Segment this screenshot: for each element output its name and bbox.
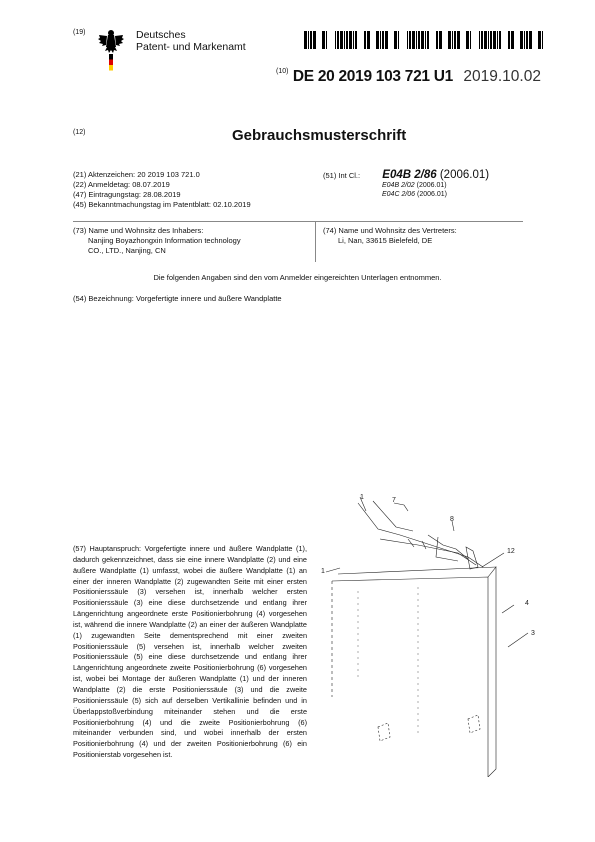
barcode-bar: [470, 31, 471, 49]
ipc-sub-2-version: (2006.01): [417, 191, 448, 198]
barcode-bar: [407, 31, 408, 49]
ipc-sub-2-class: E04C 2/06: [382, 191, 416, 198]
barcode-bar: [454, 31, 456, 49]
representative-value: Li, Nan, 33615 Bielefeld, DE: [338, 236, 433, 245]
owner-block: [73, 226, 241, 256]
code-12: (12): [73, 129, 86, 136]
owner-label: (73) Name und Wohnsitz des Inhabers:: [73, 226, 204, 235]
barcode-bar: [436, 31, 438, 49]
barcode-bar: [479, 31, 480, 49]
barcode-bar: [488, 31, 489, 49]
main-claim-abstract: (57) Hauptanspruch: Vorgefertigte innere und äußere Wandplatte (1), dadurch gekennzeichnet, dass sie eine innere Wandplatte (2) und eine äußere Wandplatte (1) umfasst, wobei die äußere Wandplatte (1) an einer der inneren Wandplatte (2) zugewandten Seite mit einer ersten Positionierssäule (3) versehen ist, innerhalb welcher ersten Positionierssäule (3) eine diese durchsetzende und entlang ihrer Längenrichtung angeordnete erste Positionierbohrung (4) vorgesehen ist, während die innere Wandplatte (2) an einer der äußeren Wandplatte (1) zugewandten Seite dementsprechend mit einer zweiten Positionierssäule (5) versehen ist, innerhalb welcher zweiten Positionierssäule (5) eine diese durchsetzende und entlang ihrer Längenrichtung angeordnete zweite Positionierbohrung (6) vorgesehen ist, wobei bei Montage der äußeren Wandplatte (1) und der inneren Wandplatte (2) die erste Positionierssäule (3) und die zweite Positionierssäule (5) sich auf derselben Vertikallinie befinden und in Überlappstoßverbindung miteinander stehen und die erste Positionierbohrung (4) und die zweite Positionierbohrung (6) miteinander verbunden sind, und wobei innerhalb der ersten Positionierbohrung (4) und der zweiten Positionierbohrung (6) ein Positionierstab vorgesehen ist.: [73, 544, 307, 760]
barcode-bar: [520, 31, 523, 49]
barcode-bar: [493, 31, 496, 49]
owner-line-2: CO., LTD., Nanjing, CN: [88, 246, 166, 255]
patent-drawing: [318, 487, 550, 777]
barcode-bar: [448, 31, 451, 49]
barcode-bar: [340, 31, 343, 49]
barcode-bar: [355, 31, 357, 49]
barcode-bar: [353, 31, 354, 49]
barcode-bar: [457, 31, 460, 49]
ipc-sub-1-version: (2006.01): [416, 182, 447, 189]
barcode-bar: [508, 31, 510, 49]
designation: (54) Bezeichnung: Vorgefertigte innere und äußere Wandplatte: [73, 294, 282, 303]
bibliographic-dates: [73, 170, 251, 210]
representative-label: (74) Name und Wohnsitz des Vertreters:: [323, 226, 457, 235]
barcode-bar: [524, 31, 525, 49]
publication-line: [276, 68, 541, 86]
barcode-bar: [385, 31, 388, 49]
ipc-label: (51) Int Cl.:: [323, 171, 361, 180]
barcode-bar: [394, 31, 397, 49]
ipc-main: [382, 169, 489, 181]
barcode-bar: [466, 31, 469, 49]
publication-number: DE 20 2019 103 721 U1: [292, 68, 453, 85]
office-name: [136, 29, 246, 53]
ipc-sub-2: [382, 190, 489, 199]
barcode-bar: [529, 31, 532, 49]
barcode-bar: [304, 31, 307, 49]
barcode-bar: [481, 31, 483, 49]
label-4: 4: [525, 600, 529, 607]
owner-line-1: Nanjing Boyazhongxin Information technology: [88, 236, 241, 245]
filing-number: (21) Aktenzeichen: 20 2019 103 721.0: [73, 170, 200, 179]
label-12: 12: [507, 548, 515, 555]
barcode-bar: [416, 31, 417, 49]
barcode-bar: [337, 31, 339, 49]
barcode-bar: [409, 31, 411, 49]
panel-top-back: [338, 567, 496, 574]
barcode-bar: [382, 31, 384, 49]
barcode-bar: [344, 31, 345, 49]
barcode-bar: [310, 31, 312, 49]
barcode-bar: [313, 31, 316, 49]
code-19: (19): [73, 29, 86, 36]
code-10: (10): [276, 68, 289, 75]
barcode-bar: [490, 31, 492, 49]
ipc-classification: [323, 170, 489, 199]
barcode-bar: [439, 31, 442, 49]
divider-horizontal: [73, 221, 523, 222]
label-8: 8: [450, 516, 454, 523]
barcode-bar: [497, 31, 498, 49]
barcode-bar: [322, 31, 325, 49]
barcode-bar: [484, 31, 487, 49]
office-line-1: Deutsches: [136, 29, 186, 41]
barcode-bar: [380, 31, 381, 49]
barcode-bar: [511, 31, 514, 49]
barcode-bar: [526, 31, 528, 49]
barcode-bar: [308, 31, 309, 49]
document-title: Gebrauchsmusterschrift: [232, 127, 407, 144]
barcode-bar: [538, 31, 541, 49]
panel-front-edge: [332, 577, 488, 777]
ipc-sub-1-class: E04B 2/02: [382, 182, 415, 189]
publication-date: 2019.10.02: [463, 68, 541, 85]
barcode-bar: [364, 31, 366, 49]
barcode-bar: [452, 31, 453, 49]
ipc-main-version: (2006.01): [439, 169, 490, 181]
notice-text: Die folgenden Angaben sind den vom Anmelder eingereichten Unterlagen entnommen.: [153, 273, 442, 282]
barcode-bar: [349, 31, 352, 49]
panel-side: [488, 567, 496, 777]
label-3: 3: [531, 630, 535, 637]
label-7: 7: [392, 497, 396, 504]
barcode-bar: [421, 31, 424, 49]
registration-date: (47) Eintragungstag: 28.08.2019: [73, 190, 181, 199]
publication-notice: (45) Bekanntmachungstag im Patentblatt: 02.10.2019: [73, 200, 251, 209]
barcode-bar: [499, 31, 501, 49]
divider-vertical: [315, 222, 316, 262]
barcode-bar: [412, 31, 415, 49]
barcode-bar: [427, 31, 429, 49]
barcode-bar: [425, 31, 426, 49]
barcode-bar: [335, 31, 336, 49]
barcode: [304, 31, 552, 49]
federal-eagle-icon: [97, 27, 125, 71]
label-1-top: 1: [360, 494, 364, 501]
barcode-bar: [542, 31, 543, 49]
barcode-bar: [367, 31, 370, 49]
label-1-left: 1: [321, 568, 325, 575]
representative-block: [323, 226, 457, 246]
ipc-sub-1: [382, 181, 489, 190]
office-line-2: Patent- und Markenamt: [136, 41, 246, 53]
barcode-bar: [376, 31, 379, 49]
barcode-bar: [398, 31, 399, 49]
filing-date: (22) Anmeldetag: 08.07.2019: [73, 180, 170, 189]
barcode-bar: [326, 31, 327, 49]
ipc-main-class: E04B 2/86: [382, 169, 437, 181]
barcode-bar: [346, 31, 348, 49]
barcode-bar: [418, 31, 420, 49]
